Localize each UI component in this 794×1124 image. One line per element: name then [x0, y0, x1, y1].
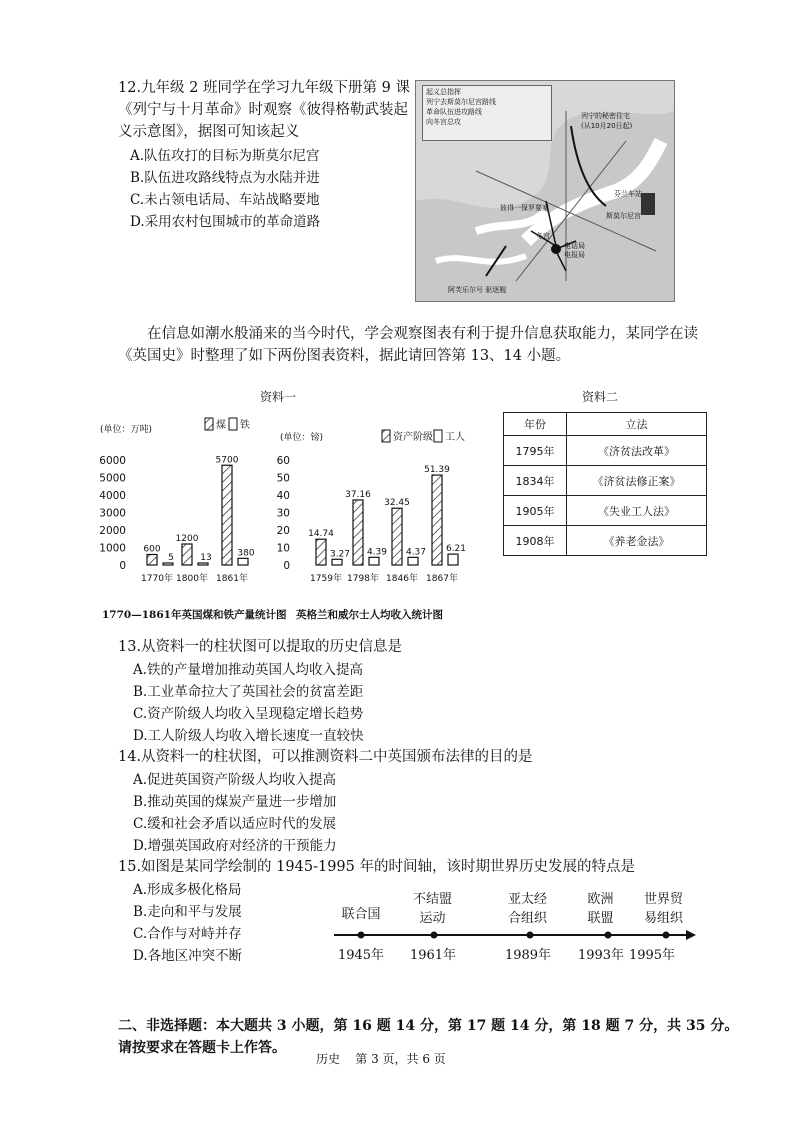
bar-value-label: 37.16	[345, 489, 371, 500]
table-header-year: 年份	[504, 413, 567, 436]
y-tick-label: 10	[276, 542, 290, 555]
map-label-station: 芬兰车站	[614, 190, 642, 198]
timeline-axis	[330, 925, 700, 945]
bar	[238, 558, 248, 565]
timeline-event-label: 欧洲 联盟	[587, 892, 614, 926]
legend-label: 工人	[445, 432, 465, 443]
x-tick-label: 1846年	[386, 574, 418, 584]
q15-option-c: C.合作与对峙并存	[133, 926, 242, 942]
timeline-year: 1993年	[577, 948, 625, 963]
legend-swatch	[229, 418, 237, 430]
timeline-event-label: 不结盟 运动	[412, 892, 452, 926]
y-tick-label: 0	[119, 560, 126, 572]
timeline-year: 1961年	[409, 948, 457, 963]
x-tick-label: 1798年	[347, 574, 379, 584]
intro-line1: 在信息如潮水般涌来的当今时代，学会观察图表有利于提升信息获取能力，某同学在读	[147, 326, 698, 342]
q12-line3: 义示意图》，据图可知该起义	[118, 124, 300, 140]
section2-line1: 二、非选择题：本大题共 3 小题，第 16 题 14 分，第 17 题 14 分，第 18 题 7 分，共 35 分。	[118, 1018, 739, 1034]
table-row	[504, 436, 707, 466]
bar	[432, 475, 442, 565]
y-tick-label: 3000	[99, 507, 126, 520]
table-row	[504, 496, 707, 526]
bar-value-label: 32.45	[384, 498, 410, 509]
bar	[182, 544, 192, 565]
q12-line1: 12.九年级 2 班同学在学习九年级下册第 9 课	[118, 80, 410, 96]
chart2-caption: 英格兰和威尔士人均收入统计图	[296, 609, 443, 621]
material1-title: 资料一	[260, 390, 297, 404]
map-legend-item: 起义总指挥	[426, 88, 461, 96]
legend-swatch	[205, 418, 213, 430]
bar-value-label: 6.21	[445, 544, 467, 555]
legend-swatch	[382, 430, 390, 442]
table-row	[504, 466, 707, 496]
y-tick-label: 2000	[99, 525, 126, 537]
q14-option-b: B.推动英国的煤炭产量进一步增加	[133, 794, 337, 810]
bar	[198, 563, 208, 565]
legend-label: 煤	[216, 420, 226, 431]
x-tick-label: 1861年	[216, 574, 248, 584]
x-tick-label: 1759年	[310, 574, 342, 584]
map-label-smolny: 斯莫尔尼宫	[606, 212, 641, 220]
q14-option-c: C.缓和社会矛盾以适应时代的发展	[133, 816, 337, 832]
q14-option-a: A.促进英国资产阶级人均收入提高	[133, 772, 337, 788]
table-cell-law: 《养老金法》	[566, 526, 706, 556]
map-label-date: (从10月20日起)	[581, 122, 633, 130]
bar-value-label: 4.37	[405, 547, 427, 558]
table-cell-year: 1905年	[504, 496, 567, 526]
chart-unit-label: (单位：万吨)	[100, 425, 153, 435]
bar	[448, 554, 458, 565]
table-cell-law: 《济贫法修正案》	[566, 466, 706, 496]
bar-value-label: 4.39	[366, 547, 388, 558]
legend-label: 铁	[240, 420, 250, 431]
bar	[332, 559, 342, 565]
q13-option-c: C.资产阶级人均收入呈现稳定增长趋势	[133, 706, 364, 722]
q13-option-a: A.铁的产量增加推动英国人均收入提高	[133, 662, 364, 678]
map-label-fortress: 彼得一保罗要塞	[500, 204, 549, 212]
q13-option-d: D.工人阶级人均收入增长速度一直较快	[133, 728, 364, 744]
y-tick-label: 4000	[99, 490, 126, 502]
q12-option-a: A.队伍攻打的目标为斯莫尔尼宫	[130, 148, 320, 164]
timeline-year: 1995年	[628, 948, 676, 963]
map-label-aurora: 阿芙乐尔号 驱逐舰	[448, 286, 507, 294]
bar-value-label: 5700	[215, 455, 239, 466]
bar-value-label: 5	[168, 553, 174, 563]
map-legend-item: 革命队伍进攻路线	[426, 108, 482, 116]
legend-swatch	[434, 430, 442, 442]
bar	[353, 500, 363, 565]
legislation-table	[503, 412, 707, 556]
y-tick-label: 20	[276, 525, 290, 537]
chart1-caption: 1770—1861年英国煤和铁产量统计图	[102, 609, 287, 621]
map-legend-item: 列宁去斯莫尔尼宫路线	[426, 98, 496, 106]
timeline-year: 1989年	[504, 948, 552, 963]
table-cell-year: 1908年	[504, 526, 567, 556]
map-label-winter-palace: 冬宫	[536, 232, 550, 240]
q12-option-d: D.采用农村包围城市的革命道路	[130, 214, 321, 230]
bar	[369, 557, 379, 565]
table-cell-law: 《济贫法改革》	[566, 436, 706, 466]
section2-line2: 请按要求在答题卡上作答。	[118, 1040, 286, 1056]
y-tick-label: 5000	[99, 472, 126, 485]
x-tick-label: 1800年	[176, 574, 208, 584]
bar-value-label: 3.27	[329, 549, 351, 560]
y-tick-label: 1000	[99, 542, 126, 555]
map-label-telegraph: 电报局	[564, 251, 585, 259]
q12-option-b: B.队伍进攻路线特点为水陆并进	[130, 170, 320, 186]
bar	[316, 539, 326, 565]
q12-option-c: C.未占领电话局、车站战略要地	[130, 192, 320, 208]
q15-option-d: D.各地区冲突不断	[133, 948, 243, 964]
bar-value-label: 13	[200, 553, 212, 563]
intro-line2: 《英国史》时整理了如下两份图表资料，据此请回答第 13、14 小题。	[118, 348, 571, 364]
chart-unit-label: (单位：镑)	[280, 433, 324, 443]
timeline-event-label: 亚太经 合组织	[507, 892, 547, 926]
y-tick-label: 50	[276, 472, 290, 485]
bar	[147, 555, 157, 566]
q14-stem: 14.从资料一的柱状图，可以推测资料二中英国颁布法律的目的是	[118, 749, 533, 765]
map-label-phone: 电话局	[564, 242, 585, 250]
bar-value-label: 600	[143, 544, 161, 555]
map-legend-item: 向冬宫总攻	[426, 118, 461, 126]
bar-value-label: 1200	[175, 534, 199, 544]
timeline-event-label: 联合国	[341, 907, 381, 922]
x-tick-label: 1770年	[141, 574, 173, 584]
q15-option-b: B.走向和平与发展	[133, 904, 242, 920]
x-tick-label: 1867年	[426, 574, 458, 584]
bar-value-label: 380	[237, 548, 255, 559]
table-row	[504, 526, 707, 556]
timeline-event-label: 世界贸 易组织	[643, 892, 683, 926]
material2-title: 资料二	[582, 390, 619, 404]
table-cell-year: 1834年	[504, 466, 567, 496]
bar	[222, 465, 232, 565]
bar	[408, 557, 418, 565]
bar-value-label: 14.74	[308, 529, 334, 540]
legend-label: 资产阶级	[393, 432, 433, 443]
bar	[392, 508, 402, 565]
y-tick-label: 6000	[99, 455, 126, 467]
table-cell-year: 1795年	[504, 436, 567, 466]
y-tick-label: 30	[276, 507, 290, 520]
table-header-row	[504, 413, 707, 436]
map-label-villa: 列宁的秘密住宅	[581, 112, 630, 120]
page-footer: 历史 第 3 页，共 6 页	[316, 1052, 446, 1066]
q15-stem: 15.如图是某同学绘制的 1945-1995 年的时间轴，该时期世界历史发展的特点是	[118, 859, 635, 875]
timeline-year: 1945年	[337, 948, 385, 963]
q12-line2: 《列宁与十月革命》时观察《彼得格勒武装起	[118, 102, 408, 118]
q13-stem: 13.从资料一的柱状图可以提取的历史信息是	[118, 639, 403, 655]
table-cell-law: 《失业工人法》	[566, 496, 706, 526]
bar-value-label: 51.39	[424, 465, 450, 476]
q13-option-b: B.工业革命拉大了英国社会的贫富差距	[133, 684, 364, 700]
y-tick-label: 0	[283, 560, 290, 572]
table-header-law: 立法	[566, 413, 706, 436]
y-tick-label: 40	[276, 490, 290, 502]
bar	[163, 563, 173, 565]
q14-option-d: D.增强英国政府对经济的干预能力	[133, 838, 337, 854]
y-tick-label: 60	[276, 455, 290, 467]
q15-option-a: A.形成多极化格局	[133, 882, 242, 898]
